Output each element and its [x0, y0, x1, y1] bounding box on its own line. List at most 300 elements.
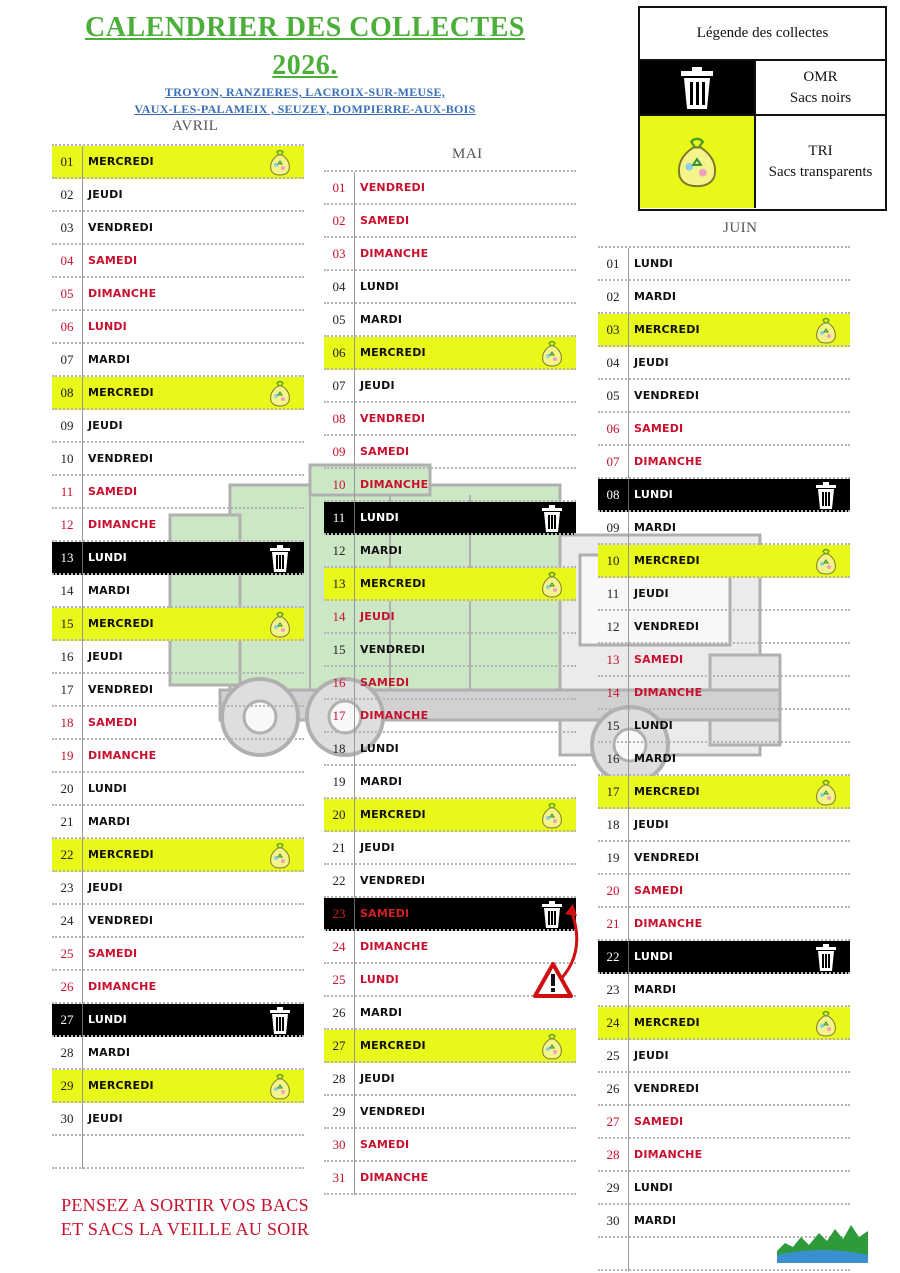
day-name: MARDI	[88, 815, 131, 828]
column-divider	[82, 344, 83, 377]
day-number: 15	[332, 642, 346, 657]
day-number: 11	[60, 484, 74, 499]
day-number: 15	[60, 616, 74, 631]
day-row	[598, 710, 850, 743]
day-name: JEUDI	[88, 650, 123, 663]
column-divider	[82, 443, 83, 476]
column-divider	[628, 1007, 629, 1040]
day-name: DIMANCHE	[634, 917, 703, 930]
day-row	[598, 908, 850, 941]
towns-line-1: TROYON, RANZIERES, LACROIX-SUR-MEUSE,	[164, 85, 446, 99]
day-row	[598, 1106, 850, 1139]
day-number: 11	[606, 586, 620, 601]
day-name: VENDREDI	[634, 389, 700, 402]
day-row	[52, 509, 304, 542]
trash-bin-icon	[812, 481, 840, 510]
day-number: 29	[332, 1104, 346, 1119]
day-name: SAMEDI	[360, 214, 410, 227]
recycling-bag-icon	[812, 1009, 840, 1038]
day-name: MARDI	[634, 290, 677, 303]
day-name: VENDREDI	[88, 914, 154, 927]
column-divider	[354, 865, 355, 898]
column-divider	[628, 1106, 629, 1139]
day-number: 14	[606, 685, 620, 700]
day-name: VENDREDI	[360, 412, 426, 425]
day-number: 25	[606, 1048, 620, 1063]
column-divider	[82, 1037, 83, 1070]
day-name: SAMEDI	[634, 422, 684, 435]
column-divider	[354, 1162, 355, 1195]
column-divider	[82, 971, 83, 1004]
day-row	[598, 875, 850, 908]
column-divider	[628, 1172, 629, 1205]
legend-row-omr	[640, 61, 885, 116]
day-name: MARDI	[634, 521, 677, 534]
column-divider	[354, 1030, 355, 1063]
day-name: MERCREDI	[88, 386, 154, 399]
day-row	[324, 238, 576, 271]
day-number: 26	[332, 1005, 346, 1020]
column-divider	[82, 146, 83, 179]
recycling-bag-icon	[266, 610, 294, 639]
day-name: JEUDI	[360, 610, 395, 623]
day-row	[52, 146, 304, 179]
day-name: LUNDI	[88, 320, 127, 333]
legend-title: Légende des collectes	[640, 8, 885, 61]
column-divider	[354, 370, 355, 403]
day-name: MERCREDI	[360, 346, 426, 359]
day-row	[598, 446, 850, 479]
day-row	[598, 1172, 850, 1205]
column-divider	[82, 476, 83, 509]
towns-line-2: VAUX-LES-PALAMEIX , SEUZEY, DOMPIERRE-AUX-BOIS	[134, 102, 476, 116]
page-title: CALENDRIER DES COLLECTES	[85, 12, 525, 43]
day-name: LUNDI	[634, 257, 673, 270]
day-name: JEUDI	[360, 1072, 395, 1085]
day-number: 13	[606, 652, 620, 667]
day-name: JEUDI	[360, 379, 395, 392]
column-divider	[82, 674, 83, 707]
day-row	[598, 347, 850, 380]
day-number: 30	[606, 1213, 620, 1228]
column-divider	[82, 938, 83, 971]
day-row	[52, 476, 304, 509]
day-number: 03	[60, 220, 74, 235]
day-name: MARDI	[360, 1006, 403, 1019]
day-number: 05	[606, 388, 620, 403]
day-name: MERCREDI	[634, 785, 700, 798]
column-divider	[628, 578, 629, 611]
day-name: VENDREDI	[634, 620, 700, 633]
day-name: DIMANCHE	[360, 478, 429, 491]
day-row	[52, 707, 304, 740]
day-name: MERCREDI	[634, 554, 700, 567]
day-row	[52, 1004, 304, 1037]
day-row	[598, 512, 850, 545]
day-row	[52, 773, 304, 806]
day-row	[598, 1073, 850, 1106]
day-row	[52, 377, 304, 410]
day-name: MARDI	[360, 775, 403, 788]
day-name: JEUDI	[634, 1049, 669, 1062]
legend-row-tri	[640, 116, 885, 208]
day-row	[52, 608, 304, 641]
day-name: VENDREDI	[360, 1105, 426, 1118]
day-row	[598, 1007, 850, 1040]
day-name: DIMANCHE	[360, 709, 429, 722]
day-number: 04	[60, 253, 74, 268]
day-name: SAMEDI	[360, 907, 410, 920]
day-number: 03	[332, 246, 346, 261]
column-divider	[354, 568, 355, 601]
column-divider	[628, 908, 629, 941]
day-number: 10	[60, 451, 74, 466]
column-divider	[628, 974, 629, 1007]
recycling-bag-icon	[812, 778, 840, 807]
column-divider	[354, 535, 355, 568]
column-divider	[354, 634, 355, 667]
day-number: 23	[332, 906, 346, 921]
column-divider	[354, 700, 355, 733]
column-divider	[628, 1073, 629, 1106]
legend-swatch-tri	[640, 116, 756, 208]
column-divider	[354, 667, 355, 700]
column-divider	[354, 832, 355, 865]
day-name: VENDREDI	[360, 643, 426, 656]
day-name: VENDREDI	[360, 181, 426, 194]
column-divider	[628, 413, 629, 446]
column-divider	[82, 707, 83, 740]
day-number: 05	[332, 312, 346, 327]
day-name: MARDI	[88, 1046, 131, 1059]
recycling-bag-icon	[538, 339, 566, 368]
day-name: LUNDI	[360, 511, 399, 524]
day-number: 16	[606, 751, 620, 766]
day-name: SAMEDI	[360, 676, 410, 689]
day-number: 17	[332, 708, 346, 723]
day-row	[598, 743, 850, 776]
day-name: DIMANCHE	[360, 247, 429, 260]
day-name: MERCREDI	[88, 1079, 154, 1092]
recycling-bag-icon	[538, 1032, 566, 1061]
column-divider	[628, 1205, 629, 1238]
day-row	[598, 1040, 850, 1073]
day-row	[324, 865, 576, 898]
column-divider	[82, 1004, 83, 1037]
day-number: 09	[606, 520, 620, 535]
day-number: 04	[332, 279, 346, 294]
day-row	[324, 997, 576, 1030]
reminder-line-2: ET SACS LA VEILLE AU SOIR	[60, 1219, 310, 1239]
day-name: LUNDI	[360, 742, 399, 755]
day-row	[324, 1063, 576, 1096]
day-name: MARDI	[634, 1214, 677, 1227]
day-row	[598, 248, 850, 281]
day-name: JEUDI	[88, 188, 123, 201]
day-number: 24	[332, 939, 346, 954]
column-divider	[354, 403, 355, 436]
trash-bin-icon	[266, 1006, 294, 1035]
column-divider	[82, 410, 83, 443]
day-name: MERCREDI	[634, 1016, 700, 1029]
day-number: 26	[606, 1081, 620, 1096]
day-row	[324, 832, 576, 865]
day-name: JEUDI	[634, 818, 669, 831]
day-name: JEUDI	[88, 1112, 123, 1125]
day-row	[324, 799, 576, 832]
month-title-juin: JUIN	[723, 220, 758, 236]
day-row	[598, 545, 850, 578]
day-row	[324, 568, 576, 601]
day-number: 01	[332, 180, 346, 195]
column-divider	[82, 575, 83, 608]
day-name: LUNDI	[88, 782, 127, 795]
day-name: MERCREDI	[360, 577, 426, 590]
day-name: SAMEDI	[634, 1115, 684, 1128]
day-number: 31	[332, 1170, 346, 1185]
day-name: JEUDI	[634, 356, 669, 369]
column-divider	[82, 641, 83, 674]
day-row	[324, 403, 576, 436]
day-row	[52, 542, 304, 575]
day-row	[598, 314, 850, 347]
column-divider	[628, 875, 629, 908]
day-row	[52, 674, 304, 707]
day-number: 29	[606, 1180, 620, 1195]
day-number: 24	[606, 1015, 620, 1030]
day-name: LUNDI	[360, 280, 399, 293]
day-row	[598, 974, 850, 1007]
collection-legend	[638, 6, 887, 211]
day-row	[598, 941, 850, 974]
day-name: MERCREDI	[360, 1039, 426, 1052]
column-divider	[82, 773, 83, 806]
day-row	[52, 806, 304, 839]
day-row	[52, 905, 304, 938]
day-number: 12	[60, 517, 74, 532]
column-divider	[628, 776, 629, 809]
column-divider	[82, 806, 83, 839]
day-name: VENDREDI	[360, 874, 426, 887]
day-row	[324, 502, 576, 535]
column-divider	[82, 278, 83, 311]
day-name: SAMEDI	[88, 254, 138, 267]
day-name: MERCREDI	[634, 323, 700, 336]
day-name: JEUDI	[360, 841, 395, 854]
day-row	[52, 1103, 304, 1136]
legend-omr-desc: Sacs noirs	[789, 89, 852, 106]
day-number: 20	[606, 883, 620, 898]
day-number: 08	[60, 385, 74, 400]
day-row	[52, 179, 304, 212]
column-divider	[354, 304, 355, 337]
month-title-mai: MAI	[452, 146, 483, 162]
column-divider	[82, 1103, 83, 1136]
reminder-line-1: PENSEZ A SORTIR VOS BACS	[61, 1195, 309, 1215]
day-number: 07	[332, 378, 346, 393]
day-number: 22	[606, 949, 620, 964]
day-number: 27	[606, 1114, 620, 1129]
day-name: SAMEDI	[634, 884, 684, 897]
day-number: 19	[60, 748, 74, 763]
day-row	[598, 479, 850, 512]
day-row	[324, 667, 576, 700]
day-row	[598, 380, 850, 413]
day-number: 21	[60, 814, 74, 829]
day-number: 27	[332, 1038, 346, 1053]
day-row	[52, 212, 304, 245]
day-row	[598, 677, 850, 710]
column-divider	[354, 238, 355, 271]
column-divider	[628, 281, 629, 314]
day-number: 23	[606, 982, 620, 997]
day-number: 25	[332, 972, 346, 987]
column-divider	[354, 964, 355, 997]
day-row	[52, 872, 304, 905]
day-name: SAMEDI	[360, 445, 410, 458]
day-number: 10	[606, 553, 620, 568]
day-name: MARDI	[360, 313, 403, 326]
day-name: MARDI	[360, 544, 403, 557]
month-title-avril: AVRIL	[172, 118, 219, 134]
column-divider	[82, 1136, 83, 1169]
day-number: 26	[60, 979, 74, 994]
day-number: 02	[606, 289, 620, 304]
column-divider	[628, 314, 629, 347]
column-divider	[628, 380, 629, 413]
day-name: SAMEDI	[88, 485, 138, 498]
recycling-bag-icon	[812, 316, 840, 345]
day-row	[324, 535, 576, 568]
day-number: 28	[332, 1071, 346, 1086]
trash-bin-icon	[266, 544, 294, 573]
day-name: SAMEDI	[88, 947, 138, 960]
month-column-mai	[324, 170, 576, 1195]
day-row	[324, 1162, 576, 1195]
day-number: 11	[332, 510, 346, 525]
trash-bin-icon	[538, 504, 566, 533]
day-number: 09	[60, 418, 74, 433]
column-divider	[82, 212, 83, 245]
day-row	[598, 776, 850, 809]
day-row	[324, 1030, 576, 1063]
day-name: LUNDI	[88, 551, 127, 564]
column-divider	[628, 611, 629, 644]
trash-bin-icon	[812, 943, 840, 972]
column-divider	[354, 766, 355, 799]
day-number: 22	[332, 873, 346, 888]
day-row	[52, 278, 304, 311]
recycling-bag-icon	[812, 547, 840, 576]
trash-bin-icon	[677, 65, 717, 111]
day-row	[52, 410, 304, 443]
day-name: MERCREDI	[88, 155, 154, 168]
day-row	[52, 575, 304, 608]
column-divider	[354, 601, 355, 634]
day-row	[598, 578, 850, 611]
day-row	[324, 370, 576, 403]
day-number: 20	[332, 807, 346, 822]
day-number: 17	[60, 682, 74, 697]
column-divider	[354, 469, 355, 502]
day-row	[324, 733, 576, 766]
day-row	[324, 271, 576, 304]
day-row	[52, 1037, 304, 1070]
day-name: JEUDI	[88, 419, 123, 432]
column-divider	[354, 931, 355, 964]
day-row	[52, 443, 304, 476]
day-number: 02	[332, 213, 346, 228]
day-number: 08	[332, 411, 346, 426]
recycling-bag-icon	[669, 134, 725, 190]
day-number: 22	[60, 847, 74, 862]
day-number: 27	[60, 1012, 74, 1027]
legend-tri-desc: Sacs transparents	[768, 164, 873, 180]
day-row	[324, 172, 576, 205]
day-number: 12	[606, 619, 620, 634]
day-name: LUNDI	[634, 488, 673, 501]
column-divider	[354, 1063, 355, 1096]
warning-arrow-icon	[533, 900, 583, 1000]
day-number: 04	[606, 355, 620, 370]
recycling-bag-icon	[266, 841, 294, 870]
column-divider	[628, 347, 629, 380]
day-row	[598, 809, 850, 842]
day-number: 19	[332, 774, 346, 789]
day-number: 14	[60, 583, 74, 598]
day-name: SAMEDI	[88, 716, 138, 729]
column-divider	[82, 179, 83, 212]
day-name: DIMANCHE	[88, 518, 157, 531]
column-divider	[82, 542, 83, 575]
day-number: 17	[606, 784, 620, 799]
day-number: 21	[606, 916, 620, 931]
column-divider	[82, 245, 83, 278]
day-name: LUNDI	[634, 719, 673, 732]
day-row	[324, 1129, 576, 1162]
day-row	[324, 337, 576, 370]
day-number: 03	[606, 322, 620, 337]
legend-tri-label: TRI	[808, 143, 833, 159]
day-row	[598, 611, 850, 644]
day-number: 13	[60, 550, 74, 565]
day-row	[598, 1139, 850, 1172]
column-divider	[628, 1238, 629, 1271]
day-number: 07	[60, 352, 74, 367]
day-number: 08	[606, 487, 620, 502]
day-name: MERCREDI	[88, 848, 154, 861]
day-row	[324, 1096, 576, 1129]
day-number: 21	[332, 840, 346, 855]
column-divider	[82, 1070, 83, 1103]
column-divider	[82, 509, 83, 542]
day-number: 30	[60, 1111, 74, 1126]
day-row	[52, 971, 304, 1004]
recycling-bag-icon	[538, 801, 566, 830]
day-number: 30	[332, 1137, 346, 1152]
day-number: 07	[606, 454, 620, 469]
day-name: MARDI	[88, 353, 131, 366]
day-row	[52, 1136, 304, 1169]
day-number: 09	[332, 444, 346, 459]
day-number: 28	[60, 1045, 74, 1060]
day-number: 05	[60, 286, 74, 301]
column-divider	[628, 545, 629, 578]
column-divider	[354, 172, 355, 205]
column-divider	[354, 205, 355, 238]
day-number: 18	[332, 741, 346, 756]
column-divider	[354, 337, 355, 370]
